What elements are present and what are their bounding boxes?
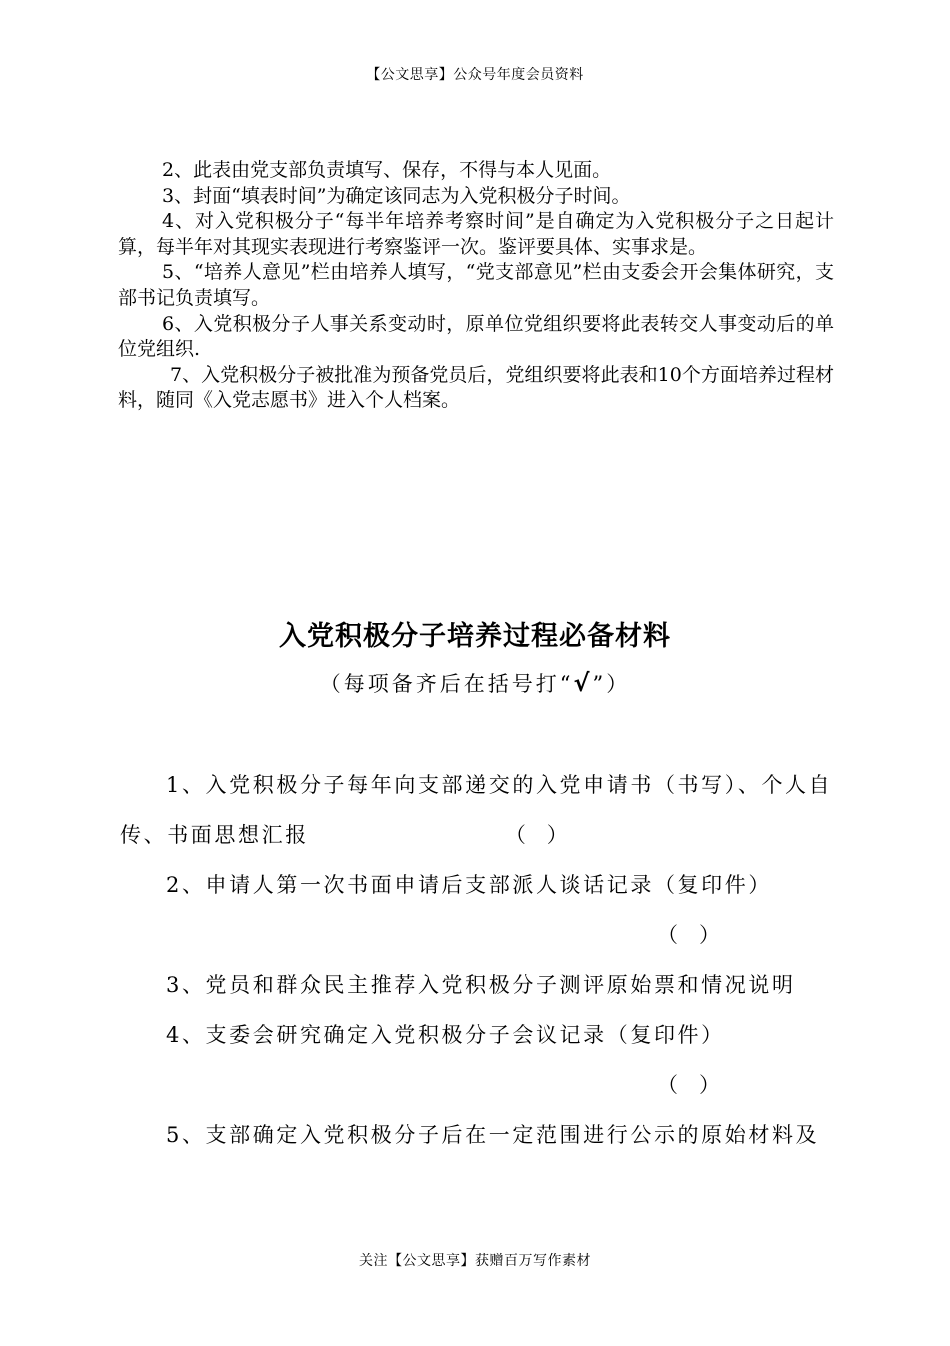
material-item-1 [120,760,834,860]
section-title: 入党积极分子培养过程必备材料 [279,621,671,652]
note-item-6: 6、入党积极分子人事关系变动时，原单位党组织要将此表转交人事变动后的单位党组织. [118,312,834,361]
material-item-2: 2、申请人第一次书面申请后支部派人谈话记录（复印件） [166,873,772,897]
subtitle-suffix: ”） [592,672,631,696]
material-item-4: 4、支委会研究确定入党积极分子会议记录（复印件） [166,1023,725,1047]
check-mark-icon: √ [573,669,593,697]
material-item-4-checkbox[interactable]: （ ） [657,1073,720,1097]
material-item-3: 3、党员和群众民主推荐入党积极分子测评原始票和情况说明 [166,973,796,997]
note-item-2: 2、此表由党支部负责填写、保存，不得与本人见面。 [162,159,612,181]
notes-section [118,158,834,414]
note-item-5: 5、“培养人意见”栏由培养人填写，“党支部意见”栏由支委会开会集体研究，支部书记负责填写。 [118,261,834,309]
note-item-7: 7、入党积极分子被批准为预备党员后，党组织要将此表和10个方面培养过程材料，随同《入党志愿书》进入个人档案。 [118,363,834,412]
material-item-2-checkbox[interactable]: （ ） [657,923,720,947]
material-item-5: 5、支部确定入党积极分子后在一定范围进行公示的原始材料及 [166,1123,820,1147]
page-header [0,64,950,84]
material-item-1-checkbox[interactable]: （ ） [504,823,568,847]
note-item-3: 3、封面“填表时间”为确定该同志为入党积极分子时间。 [162,184,631,207]
header-text: 【公文思享】公众号年度会员资料 [366,67,584,83]
subtitle-prefix: （每项备齐后在括号打“ [319,672,574,696]
page-footer [0,1250,950,1270]
section-subtitle [0,668,950,698]
note-item-4: 4、对入党积极分子“每半年培养考察时间”是自确定为入党积极分子之日起计算，每半年对其现实表现进行考察鉴评一次。鉴评要具体、实事求是。 [118,210,834,258]
material-item-1-text: 1、入党积极分子每年向支部递交的入党申请书（书写）、个人自传、书面思想汇报 [120,773,833,847]
footer-text: 关注【公文思享】获赠百万写作素材 [359,1253,591,1269]
materials-list [120,760,834,1160]
